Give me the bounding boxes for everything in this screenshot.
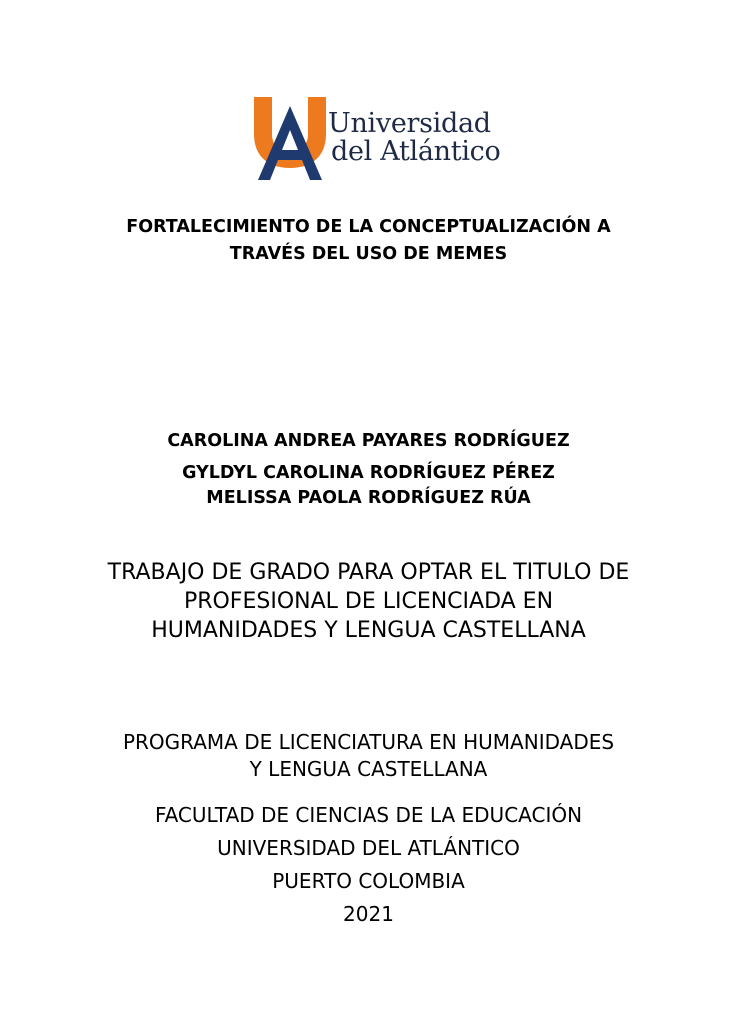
university-name-text: UNIVERSIDAD DEL ATLÁNTICO	[217, 836, 520, 860]
degree-line3: HUMANIDADES Y LENGUA CASTELLANA	[151, 618, 586, 643]
university-name-line1: Universidad	[328, 108, 491, 139]
university-logo	[250, 94, 501, 184]
year: 2021	[343, 902, 394, 926]
authors-list	[0, 429, 737, 511]
university-name-line2: del Atlántico	[331, 136, 501, 167]
author-name: MELISSA PAOLA RODRÍGUEZ RÚA	[206, 488, 531, 508]
program-line2: Y LENGUA CASTELLANA	[249, 757, 488, 781]
thesis-title	[0, 214, 737, 268]
faculty-info	[0, 799, 737, 931]
author-name: GYLDYL CAROLINA RODRÍGUEZ PÉREZ	[182, 463, 555, 483]
author-name: CAROLINA ANDREA PAYARES RODRÍGUEZ	[167, 431, 570, 451]
degree-line2: PROFESIONAL DE LICENCIADA EN	[183, 589, 554, 614]
program-name	[0, 729, 737, 783]
degree-line1: TRABAJO DE GRADO PARA OPTAR EL TITULO DE	[107, 560, 630, 585]
program-line1: PROGRAMA DE LICENCIATURA EN HUMANIDADES	[122, 730, 615, 754]
degree-statement	[0, 558, 737, 645]
thesis-title-line1: FORTALECIMIENTO DE LA CONCEPTUALIZACIÓN A	[126, 217, 611, 237]
university-name	[328, 110, 500, 165]
city-name: PUERTO COLOMBIA	[272, 869, 465, 893]
thesis-title-line2: TRAVÉS DEL USO DE MEMES	[229, 244, 508, 264]
faculty-name: FACULTAD DE CIENCIAS DE LA EDUCACIÓN	[154, 803, 583, 827]
ua-emblem-icon	[250, 94, 330, 184]
